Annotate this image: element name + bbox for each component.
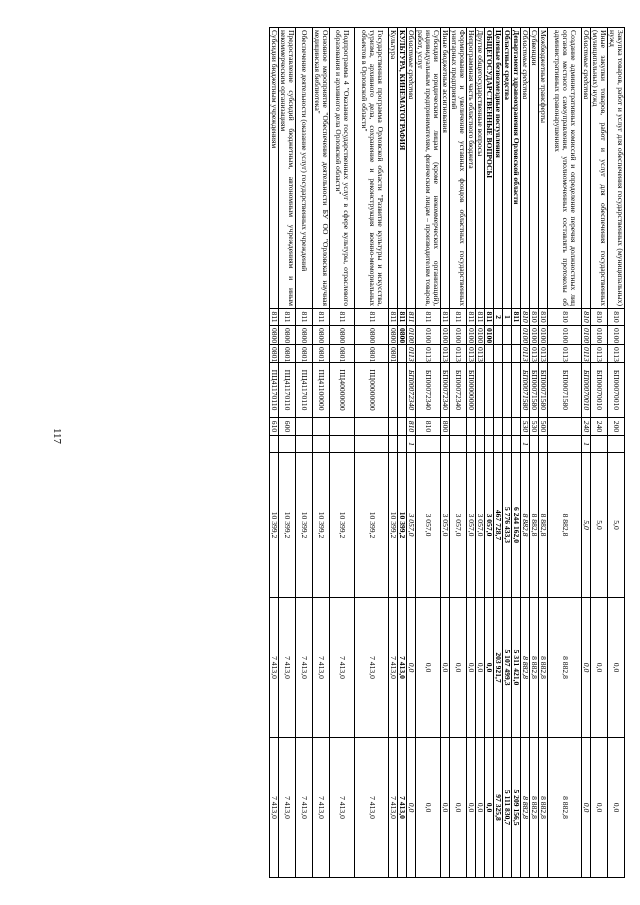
source-mark-cell [494, 436, 503, 453]
section-code-cell: 0100 [530, 326, 539, 345]
grbs-code-cell: 811 [441, 309, 450, 326]
grbs-code-cell: 811 [476, 309, 485, 326]
amount-year2-cell: 0,0 [467, 598, 476, 738]
page-number: 117 [51, 427, 63, 445]
target-article-cell [494, 363, 503, 418]
source-mark-cell [416, 436, 441, 453]
grbs-code-cell: 811 [355, 309, 389, 326]
subsection-code-cell [503, 345, 512, 363]
amount-year3-cell: 97 325,8 [494, 738, 503, 878]
table-row [467, 28, 476, 878]
amount-year1-cell: 5,0 [608, 453, 625, 598]
subsection-code-cell: 0113 [548, 345, 582, 363]
table-row [389, 28, 398, 878]
target-article-cell: БП00071580 [539, 363, 548, 418]
expense-type-cell [476, 418, 485, 436]
target-article-cell: ПЦ00000000 [355, 363, 389, 418]
source-mark-cell [512, 436, 521, 453]
source-mark-cell [503, 436, 512, 453]
grbs-code-cell: 811 [450, 309, 467, 326]
table-row [407, 28, 416, 878]
expense-type-cell [503, 418, 512, 436]
amount-year3-cell: 7 413,0 [313, 738, 330, 878]
target-article-cell: БП00072340 [441, 363, 450, 418]
table-row [548, 28, 582, 878]
row-name-cell: Иные бюджетные ассигнования [441, 28, 450, 309]
row-name-cell: Основное мероприятие "Обеспечение деятельности БУ ОО "Орловская научная медицинская библиотека" [313, 28, 330, 309]
row-name-cell: КУЛЬТУРА, КИНЕМАТОГРАФИЯ [398, 28, 407, 309]
source-mark-cell [608, 436, 625, 453]
row-name-cell: Иные закупки товаров, работ и услуг для обеспечения государственных (муниципальных) нужд [591, 28, 608, 309]
source-mark-cell [313, 436, 330, 453]
target-article-cell: БП00071580 [521, 363, 530, 418]
section-code-cell [503, 326, 512, 345]
grbs-code-cell: 810 [539, 309, 548, 326]
table-row [313, 28, 330, 878]
table-row [512, 28, 521, 878]
section-code-cell: 0800 [398, 326, 407, 345]
expense-type-cell [313, 418, 330, 436]
source-mark-cell [330, 436, 355, 453]
amount-year2-cell: 0,0 [591, 598, 608, 738]
row-name-cell: Субвенции [530, 28, 539, 309]
expense-type-cell: 610 [270, 418, 279, 436]
amount-year2-cell: 8 882,8 [539, 598, 548, 738]
table-row [521, 28, 530, 878]
amount-year3-cell: 5 111 830,7 [503, 738, 512, 878]
amount-year1-cell: 6 244 162,0 [512, 453, 521, 598]
section-code-cell [512, 326, 521, 345]
row-name-cell: Подпрограмма 4 "Оказание государственных услуг в сфере культуры, отраслевого образования и архивного дела Орловской области" [330, 28, 355, 309]
amount-year1-cell: 10 399,2 [355, 453, 389, 598]
table-row [476, 28, 485, 878]
expense-type-cell: 800 [441, 418, 450, 436]
amount-year2-cell: 7 413,0 [389, 598, 398, 738]
amount-year2-cell: 7 413,0 [330, 598, 355, 738]
table-row [416, 28, 441, 878]
table-row [582, 28, 591, 878]
section-code-cell [494, 326, 503, 345]
source-mark-cell [450, 436, 467, 453]
amount-year1-cell: 5,0 [591, 453, 608, 598]
target-article-cell: БП00072340 [416, 363, 441, 418]
source-mark-cell [591, 436, 608, 453]
amount-year3-cell: 7 413,0 [330, 738, 355, 878]
expense-type-cell: 600 [279, 418, 296, 436]
row-name-cell: Субсидии бюджетным учреждениям [270, 28, 279, 309]
row-name-cell: ОБЩЕГОСУДАРСТВЕННЫЕ ВОПРОСЫ [485, 28, 494, 309]
amount-year3-cell: 0,0 [582, 738, 591, 878]
table-row [591, 28, 608, 878]
amount-year3-cell: 7 413,0 [355, 738, 389, 878]
row-name-cell: Государственная программа Орловской области "Развитие культуры и искусства, туризма, архивного дела, сохранение и реконструкция военно-мемориальных объектов в Орловской области" [355, 28, 389, 309]
amount-year2-cell: 7 413,0 [313, 598, 330, 738]
amount-year2-cell: 7 413,0 [355, 598, 389, 738]
source-mark-cell [279, 436, 296, 453]
section-code-cell: 0100 [582, 326, 591, 345]
amount-year3-cell: 0,0 [450, 738, 467, 878]
section-code-cell: 0100 [591, 326, 608, 345]
table-row [608, 28, 625, 878]
amount-year1-cell: 10 399,2 [398, 453, 407, 598]
amount-year2-cell: 0,0 [407, 598, 416, 738]
source-mark-cell [467, 436, 476, 453]
amount-year1-cell: 8 882,8 [521, 453, 530, 598]
amount-year3-cell: 7 413,0 [279, 738, 296, 878]
subsection-code-cell: 0801 [296, 345, 313, 363]
table-row [539, 28, 548, 878]
subsection-code-cell: 0113 [591, 345, 608, 363]
table-row [330, 28, 355, 878]
expense-type-cell [450, 418, 467, 436]
amount-year1-cell: 3 057,0 [485, 453, 494, 598]
budget-table-body [270, 28, 625, 878]
amount-year1-cell: 10 399,2 [270, 453, 279, 598]
table-row [494, 28, 503, 878]
section-code-cell: 0100 [476, 326, 485, 345]
row-name-cell: Создание административных комиссий и определение перечня должностных лиц органов местного самоуправления, уполномоченных составлять протоколы об административных правонарушениях [548, 28, 582, 309]
amount-year1-cell: 3 057,0 [407, 453, 416, 598]
target-article-cell [476, 363, 485, 418]
amount-year2-cell: 203 921,7 [494, 598, 503, 738]
subsection-code-cell: 0113 [467, 345, 476, 363]
amount-year1-cell: 3 057,0 [467, 453, 476, 598]
grbs-code-cell: 810 [548, 309, 582, 326]
expense-type-cell [355, 418, 389, 436]
amount-year3-cell: 7 413,0 [270, 738, 279, 878]
amount-year2-cell: 5 107 499,3 [503, 598, 512, 738]
subsection-code-cell: 0113 [608, 345, 625, 363]
amount-year3-cell: 8 882,8 [539, 738, 548, 878]
section-code-cell: 0100 [450, 326, 467, 345]
grbs-code-cell: 810 [521, 309, 530, 326]
target-article-cell: ПЦ41170110 [270, 363, 279, 418]
source-mark-cell [355, 436, 389, 453]
expense-type-cell: 810 [416, 418, 441, 436]
subsection-code-cell: 0113 [450, 345, 467, 363]
section-code-cell: 0800 [279, 326, 296, 345]
row-name-cell: Областные средства [407, 28, 416, 309]
budget-table-container [60, 27, 625, 877]
amount-year3-cell: 0,0 [407, 738, 416, 878]
amount-year3-cell: 0,0 [591, 738, 608, 878]
source-mark-cell [296, 436, 313, 453]
table-row [450, 28, 467, 878]
grbs-code-cell: 811 [279, 309, 296, 326]
amount-year1-cell: 5,0 [582, 453, 591, 598]
row-name-cell: Областные средства [582, 28, 591, 309]
amount-year2-cell: 8 882,8 [521, 598, 530, 738]
section-code-cell: 0800 [355, 326, 389, 345]
amount-year2-cell: 7 413,0 [279, 598, 296, 738]
source-mark-cell [270, 436, 279, 453]
source-mark-cell: 1 [582, 436, 591, 453]
expense-type-cell [330, 418, 355, 436]
source-mark-cell [441, 436, 450, 453]
subsection-code-cell: 0113 [582, 345, 591, 363]
expense-type-cell [485, 418, 494, 436]
table-row [398, 28, 407, 878]
amount-year1-cell: 10 399,2 [313, 453, 330, 598]
amount-year2-cell: 7 413,0 [296, 598, 313, 738]
source-mark-cell [389, 436, 398, 453]
amount-year3-cell: 7 413,0 [398, 738, 407, 878]
amount-year3-cell: 0,0 [441, 738, 450, 878]
section-code-cell: 0800 [296, 326, 313, 345]
source-mark-cell: 1 [521, 436, 530, 453]
row-name-cell: Субсидии юридическим лицам (кроме некоммерческих организаций), индивидуальным предпринимателям, физическим лицам – производителям товаров, работ, услуг [416, 28, 441, 309]
target-article-cell: БП00070010 [582, 363, 591, 418]
source-mark-cell [476, 436, 485, 453]
subsection-code-cell: 0801 [313, 345, 330, 363]
amount-year1-cell: 5 776 433,3 [503, 453, 512, 598]
amount-year2-cell: 8 882,8 [530, 598, 539, 738]
amount-year1-cell: 8 882,8 [539, 453, 548, 598]
section-code-cell: 0100 [608, 326, 625, 345]
row-name-cell: Целевые безвозмездные поступления [494, 28, 503, 309]
table-row [503, 28, 512, 878]
grbs-code-cell: 811 [398, 309, 407, 326]
grbs-code-cell: 810 [582, 309, 591, 326]
expense-type-cell [512, 418, 521, 436]
grbs-code-cell: 811 [330, 309, 355, 326]
row-name-cell: Предоставление субсидий бюджетным, автономным учреждениям и иным некоммерческим организациям [279, 28, 296, 309]
table-row [270, 28, 279, 878]
grbs-code-cell: 811 [485, 309, 494, 326]
expense-type-cell [467, 418, 476, 436]
target-article-cell: ПЦ41170110 [296, 363, 313, 418]
subsection-code-cell: 0801 [355, 345, 389, 363]
target-article-cell: БП00071580 [548, 363, 582, 418]
source-mark-cell [485, 436, 494, 453]
amount-year2-cell: 0,0 [582, 598, 591, 738]
target-article-cell: БП00072340 [407, 363, 416, 418]
section-code-cell: 0100 [485, 326, 494, 345]
grbs-code-cell: 811 [389, 309, 398, 326]
expense-type-cell: 200 [608, 418, 625, 436]
amount-year3-cell: 5 209 156,5 [512, 738, 521, 878]
subsection-code-cell: 0113 [530, 345, 539, 363]
amount-year2-cell: 0,0 [608, 598, 625, 738]
grbs-code-cell: 811 [512, 309, 521, 326]
amount-year2-cell: 5 311 421,0 [512, 598, 521, 738]
table-row [355, 28, 389, 878]
grbs-code-cell: 811 [416, 309, 441, 326]
amount-year1-cell: 10 399,2 [389, 453, 398, 598]
expense-type-cell [398, 418, 407, 436]
grbs-code-cell: 810 [591, 309, 608, 326]
grbs-code-cell: 811 [270, 309, 279, 326]
target-article-cell: БП00070010 [591, 363, 608, 418]
section-code-cell: 0800 [270, 326, 279, 345]
row-name-cell: Департамент здравоохранения Орловской области [512, 28, 521, 309]
table-row [279, 28, 296, 878]
subsection-code-cell: 0113 [407, 345, 416, 363]
amount-year3-cell: 7 413,0 [296, 738, 313, 878]
row-name-cell: Межбюджетные трансферты [539, 28, 548, 309]
expense-type-cell: 240 [582, 418, 591, 436]
amount-year3-cell: 0,0 [416, 738, 441, 878]
amount-year1-cell: 467 728,7 [494, 453, 503, 598]
section-code-cell: 0800 [330, 326, 355, 345]
subsection-code-cell [485, 345, 494, 363]
grbs-code-cell: 1 [503, 309, 512, 326]
target-article-cell: БП00071580 [530, 363, 539, 418]
grbs-code-cell: 810 [608, 309, 625, 326]
amount-year2-cell: 7 413,0 [398, 598, 407, 738]
row-name-cell: Областные средства [503, 28, 512, 309]
section-code-cell: 0100 [521, 326, 530, 345]
amount-year1-cell: 3 057,0 [441, 453, 450, 598]
amount-year1-cell: 10 399,2 [296, 453, 313, 598]
row-name-cell: Обеспечение деятельности (оказание услуг) государственных учреждений [296, 28, 313, 309]
target-article-cell [398, 363, 407, 418]
expense-type-cell: 810 [407, 418, 416, 436]
grbs-code-cell: 2 [494, 309, 503, 326]
subsection-code-cell: 0113 [441, 345, 450, 363]
section-code-cell: 0800 [313, 326, 330, 345]
amount-year3-cell: 8 882,8 [548, 738, 582, 878]
source-mark-cell [548, 436, 582, 453]
amount-year2-cell: 0,0 [441, 598, 450, 738]
budget-table [269, 27, 625, 878]
amount-year2-cell: 7 413,0 [270, 598, 279, 738]
section-code-cell: 0100 [441, 326, 450, 345]
row-name-cell: Областные средства [521, 28, 530, 309]
amount-year2-cell: 0,0 [416, 598, 441, 738]
subsection-code-cell: 0801 [279, 345, 296, 363]
row-name-cell: Непрограммная часть областного бюджета [467, 28, 476, 309]
target-article-cell: ПЦ40000000 [330, 363, 355, 418]
amount-year1-cell: 10 399,2 [330, 453, 355, 598]
target-article-cell [503, 363, 512, 418]
amount-year3-cell: 0,0 [467, 738, 476, 878]
subsection-code-cell: 0113 [539, 345, 548, 363]
row-name-cell: Закупка товаров, работ и услуг для обеспечения государственных (муниципальных) нужд [608, 28, 625, 309]
grbs-code-cell: 811 [296, 309, 313, 326]
amount-year3-cell: 0,0 [476, 738, 485, 878]
target-article-cell [389, 363, 398, 418]
section-code-cell: 0100 [467, 326, 476, 345]
amount-year1-cell: 3 057,0 [476, 453, 485, 598]
amount-year1-cell: 10 399,2 [279, 453, 296, 598]
row-name-cell: Другие общегосударственные вопросы [476, 28, 485, 309]
subsection-code-cell: 0801 [270, 345, 279, 363]
subsection-code-cell: 0113 [476, 345, 485, 363]
subsection-code-cell: 0113 [416, 345, 441, 363]
section-code-cell: 0100 [407, 326, 416, 345]
subsection-code-cell: 0801 [330, 345, 355, 363]
section-code-cell: 0800 [389, 326, 398, 345]
target-article-cell [485, 363, 494, 418]
table-row [530, 28, 539, 878]
expense-type-cell: 530 [521, 418, 530, 436]
table-row [296, 28, 313, 878]
amount-year3-cell: 8 882,8 [521, 738, 530, 878]
row-name-cell: Культура [389, 28, 398, 309]
amount-year2-cell: 8 882,8 [548, 598, 582, 738]
expense-type-cell [296, 418, 313, 436]
subsection-code-cell: 0113 [521, 345, 530, 363]
expense-type-cell [389, 418, 398, 436]
table-row [485, 28, 494, 878]
grbs-code-cell: 810 [530, 309, 539, 326]
source-mark-cell [530, 436, 539, 453]
amount-year3-cell: 0,0 [485, 738, 494, 878]
expense-type-cell: 240 [591, 418, 608, 436]
grbs-code-cell: 811 [467, 309, 476, 326]
source-mark-cell: 1 [407, 436, 416, 453]
table-row [441, 28, 450, 878]
target-article-cell [512, 363, 521, 418]
grbs-code-cell: 811 [407, 309, 416, 326]
target-article-cell: ПЦ41170110 [279, 363, 296, 418]
amount-year3-cell: 7 413,0 [389, 738, 398, 878]
expense-type-cell: 500 [539, 418, 548, 436]
subsection-code-cell [512, 345, 521, 363]
amount-year3-cell: 8 882,8 [530, 738, 539, 878]
grbs-code-cell: 811 [313, 309, 330, 326]
section-code-cell: 0100 [416, 326, 441, 345]
target-article-cell: БП00000000 [467, 363, 476, 418]
section-code-cell: 0100 [548, 326, 582, 345]
amount-year2-cell: 0,0 [476, 598, 485, 738]
amount-year1-cell: 3 057,0 [416, 453, 441, 598]
amount-year1-cell: 3 057,0 [450, 453, 467, 598]
expense-type-cell: 530 [530, 418, 539, 436]
expense-type-cell [548, 418, 582, 436]
expense-type-cell [494, 418, 503, 436]
subsection-code-cell [494, 345, 503, 363]
amount-year3-cell: 0,0 [608, 738, 625, 878]
target-article-cell: ПЦ41100000 [313, 363, 330, 418]
section-code-cell: 0100 [539, 326, 548, 345]
subsection-code-cell: 0801 [389, 345, 398, 363]
amount-year2-cell: 0,0 [450, 598, 467, 738]
amount-year2-cell: 0,0 [485, 598, 494, 738]
subsection-code-cell [398, 345, 407, 363]
amount-year1-cell: 8 882,8 [530, 453, 539, 598]
target-article-cell: БП00070010 [608, 363, 625, 418]
amount-year1-cell: 8 882,8 [548, 453, 582, 598]
source-mark-cell [539, 436, 548, 453]
source-mark-cell [398, 436, 407, 453]
row-name-cell: Формирование и увеличение уставных фондов областных государственных унитарных предприятий [450, 28, 467, 309]
target-article-cell: БП00072340 [450, 363, 467, 418]
